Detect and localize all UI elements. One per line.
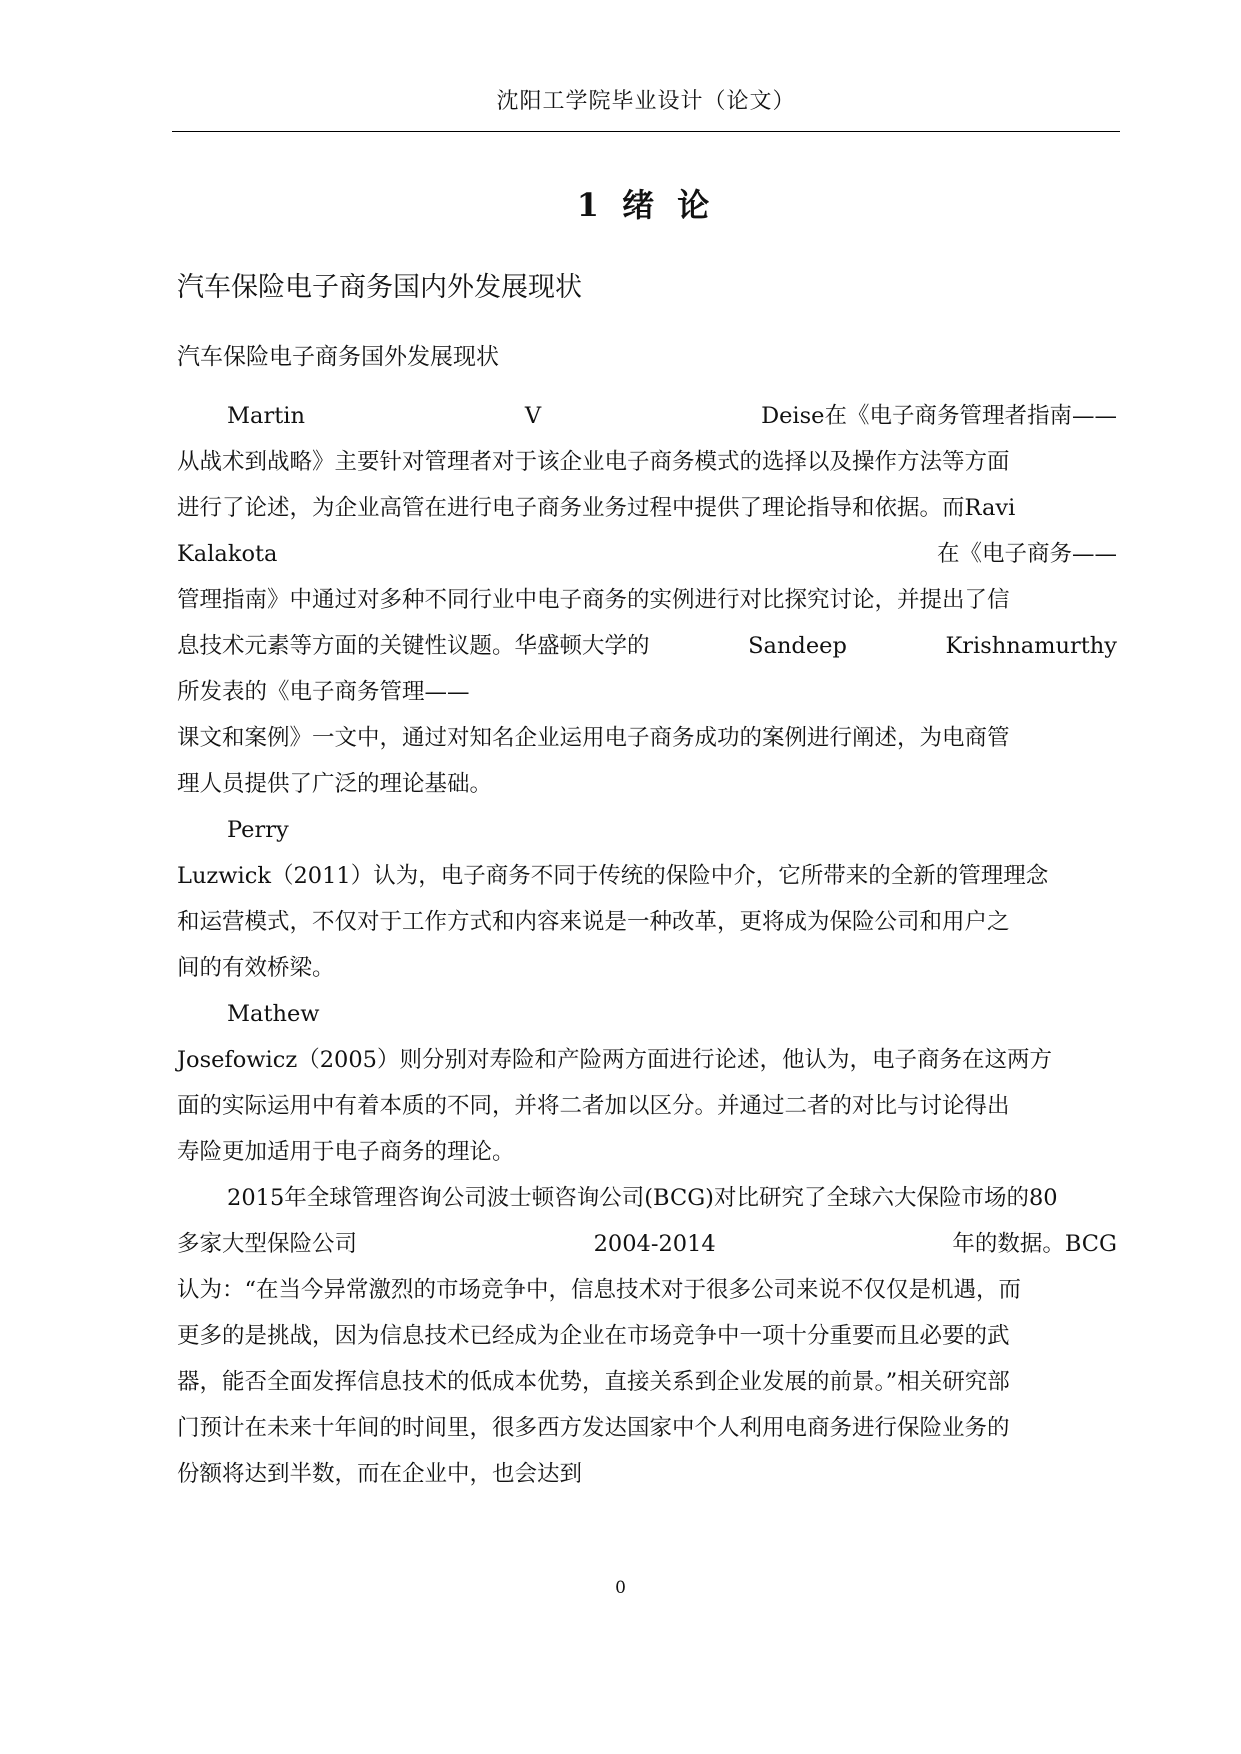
text-segment: Martin [227, 403, 305, 429]
paragraph-line: 2015年全球管理咨询公司波士顿咨询公司(BCG)对比研究了全球六大保险市场的80 [227, 1185, 1058, 1211]
text-segment: Kalakota [177, 541, 278, 567]
paragraph-line: 课文和案例》一文中，通过对知名企业运用电子商务成功的案例进行阐述，为电商管 [177, 725, 1010, 751]
paragraph-line: Josefowicz（2005）则分别对寿险和产险两方面进行论述，他认为，电子商务在这两方 [177, 1047, 1052, 1073]
paragraph-2 [177, 807, 1117, 991]
paragraph-line [177, 623, 1117, 669]
text-segment: Sandeep [748, 633, 847, 659]
paragraph-line: 进行了论述，为企业高管在进行电子商务业务过程中提供了理论指导和依据。而Ravi [177, 495, 1016, 521]
paragraph-line: Mathew [227, 1001, 320, 1027]
text-segment: V [524, 403, 542, 429]
text-segment: 2004-2014 [593, 1231, 716, 1257]
text-segment: Deise在《电子商务管理者指南—— [761, 403, 1117, 429]
text-segment: 息技术元素等方面的关键性议题。华盛顿大学的 [177, 633, 650, 659]
text-segment: Krishnamurthy [945, 633, 1117, 659]
subsection-heading: 汽车保险电子商务国外发展现状 [177, 344, 499, 370]
paragraph-line: 门预计在未来十年间的时间里，很多西方发达国家中个人利用电商务进行保险业务的 [177, 1415, 1010, 1441]
paragraph-line [177, 1221, 1117, 1267]
paragraph-3 [177, 991, 1117, 1175]
paragraph-line: 器，能否全面发挥信息技术的低成本优势，直接关系到企业发展的前景。”相关研究部 [177, 1369, 1010, 1395]
paragraph-line: 间的有效桥梁。 [177, 955, 335, 981]
chapter-title: 1 绪 论 [576, 186, 716, 224]
running-header: 沈阳工学院毕业设计（论文） [496, 89, 796, 114]
paragraph-line: 更多的是挑战，因为信息技术已经成为企业在市场竞争中一项十分重要而且必要的武 [177, 1323, 1010, 1349]
page-number: 0 [615, 1578, 626, 1598]
text-segment: 多家大型保险公司 [177, 1231, 358, 1257]
paragraph-line: 从战术到战略》主要针对管理者对于该企业电子商务模式的选择以及操作方法等方面 [177, 449, 1010, 475]
paragraph-line: Perry [227, 817, 289, 843]
paragraph-line: 认为：“在当今异常激烈的市场竞争中，信息技术对于很多公司来说不仅仅是机遇，而 [177, 1277, 1022, 1303]
paragraph-line: 份额将达到半数，而在企业中，也会达到 [177, 1461, 583, 1487]
paragraph-line: 和运营模式，不仅对于工作方式和内容来说是一种改革，更将成为保险公司和用户之 [177, 909, 1010, 935]
header-rule [172, 131, 1120, 132]
paragraph-line: 理人员提供了广泛的理论基础。 [177, 771, 493, 797]
body-text [177, 393, 1117, 1497]
paragraph-line [177, 531, 1117, 577]
paragraph-line: 寿险更加适用于电子商务的理论。 [177, 1139, 515, 1165]
text-segment: 在《电子商务—— [936, 541, 1117, 567]
text-segment: 年的数据。BCG [952, 1231, 1117, 1257]
paragraph-line: Luzwick（2011）认为，电子商务不同于传统的保险中介，它所带来的全新的管理理念 [177, 863, 1049, 889]
section-heading: 汽车保险电子商务国内外发展现状 [177, 272, 582, 303]
paragraph-4 [177, 1175, 1117, 1497]
paragraph-line: 管理指南》中通过对多种不同行业中电子商务的实例进行对比探究讨论，并提出了信 [177, 587, 1010, 613]
paragraph-line: 面的实际运用中有着本质的不同，并将二者加以区分。并通过二者的对比与讨论得出 [177, 1093, 1010, 1119]
paragraph-line: 所发表的《电子商务管理—— [177, 679, 470, 705]
paragraph-line [177, 393, 1117, 439]
paragraph-1 [177, 393, 1117, 807]
